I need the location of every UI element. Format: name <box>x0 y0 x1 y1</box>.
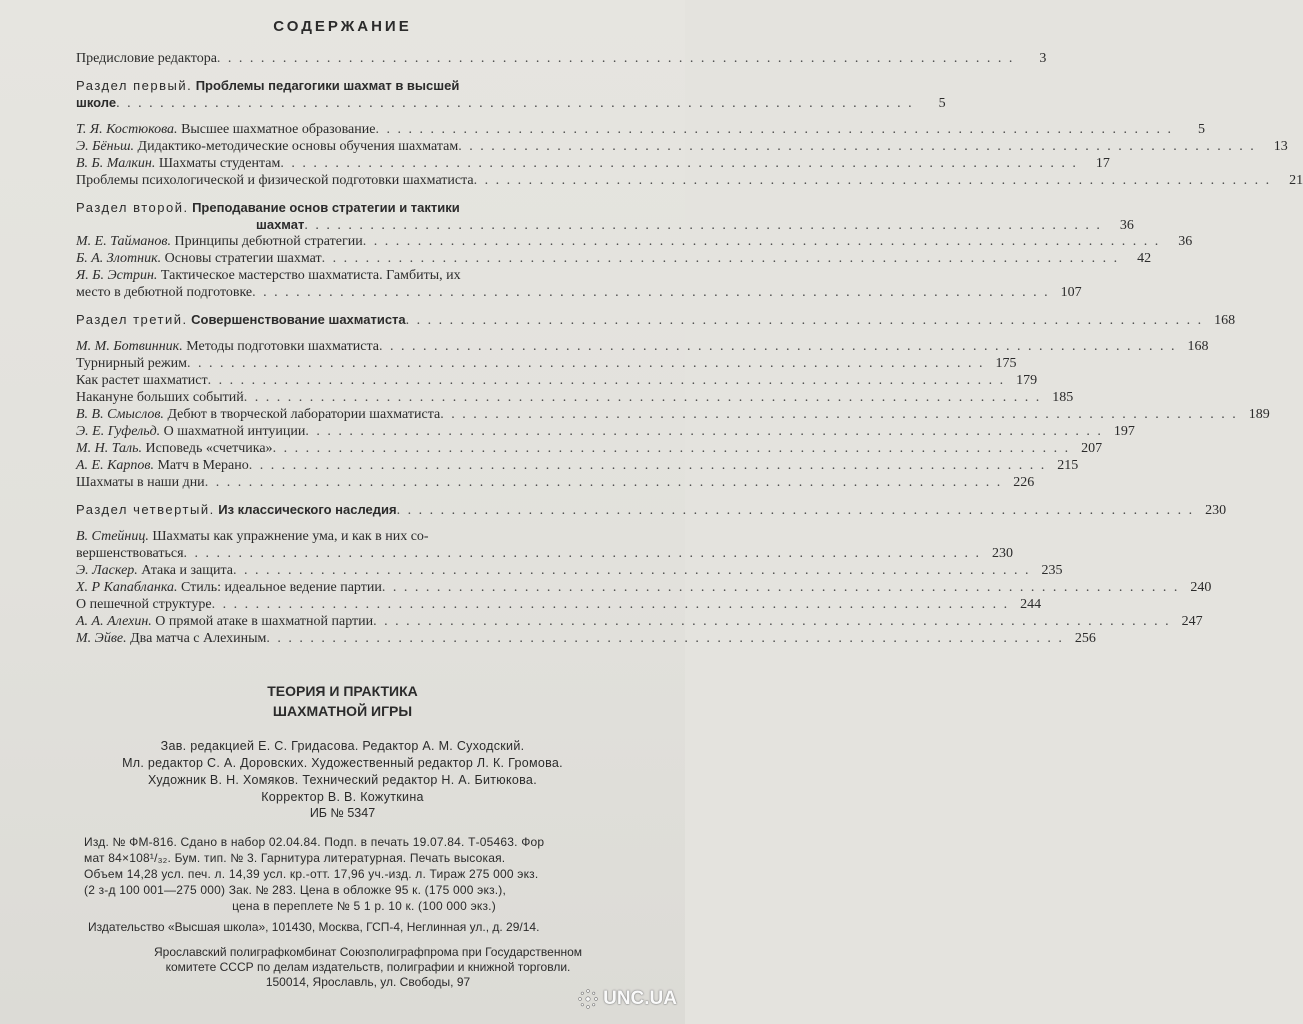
star-icon <box>577 988 599 1010</box>
toc-entry: М. Е. Тайманов. Принципы дебютной стратегии . . . 36 <box>76 233 640 250</box>
publisher-address: Издательство «Высшая школа», 101430, Москва, ГСП-4, Неглинная ул., д. 29/14. <box>88 920 540 934</box>
toc-entry: Э. Е. Гуфельд. О шахматной интуиции . . . 197 <box>76 423 640 440</box>
book-title: ТЕОРИЯ И ПРАКТИКА ШАХМАТНОЙ ИГРЫ <box>267 683 418 719</box>
toc-entry: Шахматы в наши дни . . . 226 <box>76 474 640 491</box>
toc-entry: Т. Я. Костюкова. Высшее шахматное образование . . . 5 <box>76 121 640 138</box>
toc-entry: В. В. Смыслов. Дебют в творческой лаборатории шахматиста . . . 189 <box>76 406 640 423</box>
toc-entry: Я. Б. Эстрин. Тактическое мастерство шахматиста. Гамбиты, их место в дебютной подготовке . . . 107 <box>76 267 640 301</box>
toc-entry: А. А. Алехин. О прямой атаке в шахматной партии . . . 247 <box>76 613 640 630</box>
watermark-text: UNC.UA <box>603 988 677 1009</box>
toc-entry: Х. Р Капабланка. Стиль: идеальное ведение партии . . . 240 <box>76 579 640 596</box>
toc-entry: Предисловие редактора . . . 3 <box>76 50 640 67</box>
printer-info: Ярославский полиграфкомбинат Союзполиграфпрома при Государственном комитете СССР по делам издательств, полиграфии и книжной торговли. 150014, Ярославль, ул. Свободы, 97 <box>153 945 583 989</box>
toc-entry: Накануне больших событий . . . 185 <box>76 389 640 406</box>
toc-entry: О пешечной структуре . . . 244 <box>76 596 640 613</box>
toc-section-4: Раздел четвертый. Из классического наследия . . . 230 <box>76 501 640 518</box>
editorial-credits: Зав. редакцией Е. С. Гридасова. Редактор А. М. Суходский. Мл. редактор С. А. Доровских. Художественный редактор Л. К. Громова. Художник В. Н. Хомяков. Технический редактор Н. А. Битюкова. Корректор В. В. Кожуткина <box>122 739 563 804</box>
watermark-logo <box>577 988 677 1010</box>
toc-entry: Э. Ласкер. Атака и защита . . . 235 <box>76 562 640 579</box>
toc-entry: М. М. Ботвинник. Методы подготовки шахматиста . . . 168 <box>76 338 640 355</box>
toc-entry: Проблемы психологической и физической подготовки шахматиста . . . 21 <box>76 172 640 189</box>
toc-entry: А. Е. Карпов. Матч в Мерано . . . 215 <box>76 457 640 474</box>
toc-section-1: Раздел первый. Проблемы педагогики шахмат в высшей школе . . . 5 <box>76 77 640 111</box>
toc-entry: В. Б. Малкин. Шахматы студентам . . . 17 <box>76 155 640 172</box>
toc-entry: М. Эйве. Два матча с Алехиным . . . 256 <box>76 630 640 647</box>
toc-section-3: Раздел третий. Совершенствование шахматиста . . . 168 <box>76 311 640 328</box>
toc-entry: В. Стейниц. Шахматы как упражнение ума, и как в них со- вершенствоваться . . . 230 <box>76 528 640 562</box>
toc-entry: М. Н. Таль. Исповедь «счетчика» . . . 207 <box>76 440 640 457</box>
toc-entry: Турнирный режим . . . 175 <box>76 355 640 372</box>
contents-heading: СОДЕРЖАНИЕ <box>273 18 412 35</box>
toc-entry: Э. Бёньш. Дидактико-методические основы обучения шахматам . . . 13 <box>76 138 640 155</box>
table-of-contents <box>76 50 1303 647</box>
ib-number: ИБ № 5347 <box>309 806 376 820</box>
toc-section-2: Раздел второй. Преподавание основ стратегии и тактики шахмат . . . 36 <box>76 199 640 233</box>
toc-entry: Б. А. Злотник. Основы стратегии шахмат . . . 42 <box>76 250 640 267</box>
toc-entry: Как растет шахматист . . . 179 <box>76 372 640 389</box>
imprint-details: Изд. № ФМ-816. Сдано в набор 02.04.84. Подп. в печать 19.07.84. Т-05463. Фор мат 84×108¹/₃₂. Бум. тип. № 3. Гарнитура литературная. Печать высокая. Объем 14,28 усл. печ. л. 14,39 усл. кр.-отт. 17,96 уч.-изд. л. Тираж 275 000 экз. (2 з-д 100 001—275 000) Зак. № 283. Цена в обложке 95 к. (175 000 экз.), цена в переплете № 5 1 р. 10 к. (100 000 экз.) <box>84 835 545 913</box>
